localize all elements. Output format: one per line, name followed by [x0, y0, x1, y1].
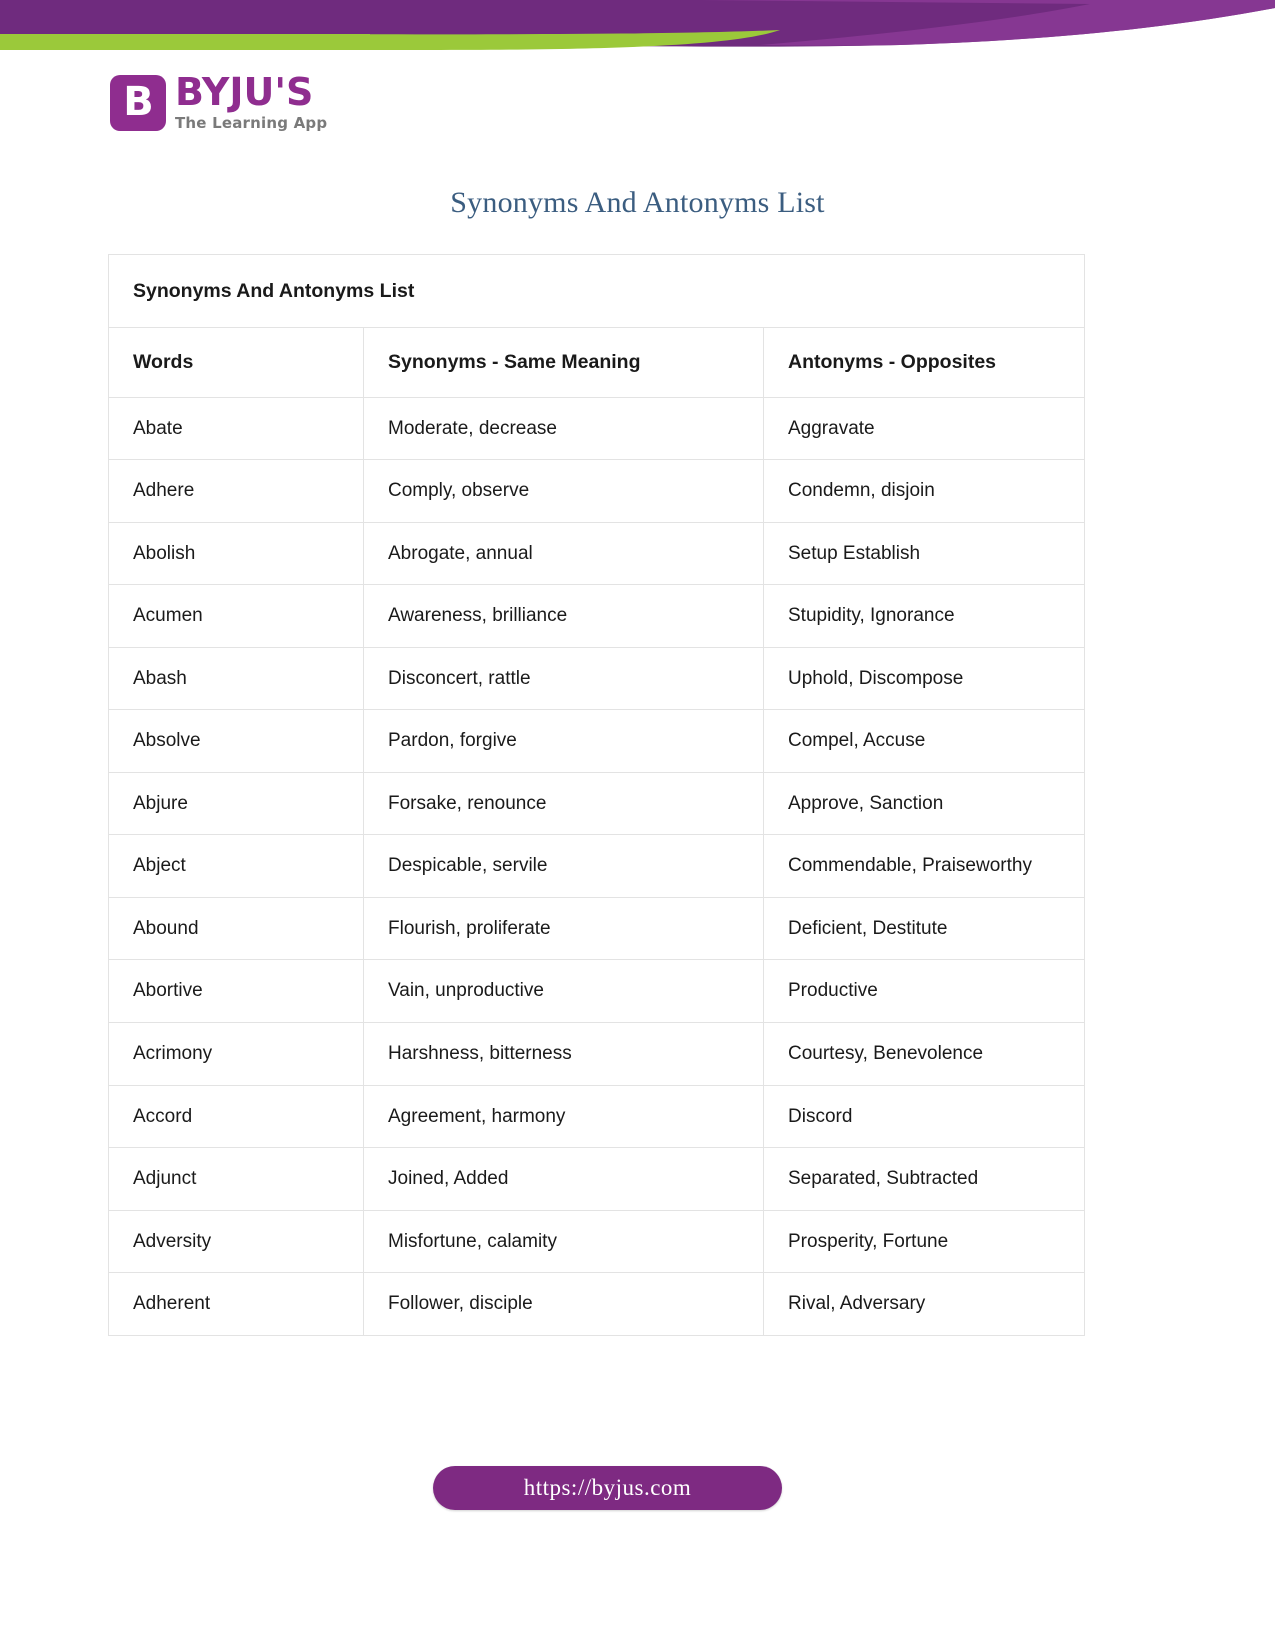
- cell-antonyms: Separated, Subtracted: [764, 1148, 1085, 1211]
- cell-word: Abash: [109, 647, 364, 710]
- cell-word: Acrimony: [109, 1023, 364, 1086]
- cell-antonyms: Approve, Sanction: [764, 772, 1085, 835]
- cell-word: Accord: [109, 1085, 364, 1148]
- column-header-synonyms: Synonyms - Same Meaning: [364, 328, 764, 397]
- cell-synonyms: Despicable, servile: [364, 835, 764, 898]
- table-header-row: [109, 328, 1085, 397]
- cell-synonyms: Misfortune, calamity: [364, 1210, 764, 1273]
- cell-word: Abolish: [109, 522, 364, 585]
- cell-antonyms: Uphold, Discompose: [764, 647, 1085, 710]
- table-row: [109, 397, 1085, 460]
- cell-antonyms: Stupidity, Ignorance: [764, 585, 1085, 648]
- byjus-url-text: https://byjus.com: [523, 1475, 692, 1500]
- table-row: [109, 585, 1085, 648]
- table-head: [109, 255, 1085, 398]
- cell-synonyms: Forsake, renounce: [364, 772, 764, 835]
- table-row: [109, 897, 1085, 960]
- cell-synonyms: Vain, unproductive: [364, 960, 764, 1023]
- top-decorative-banner: [0, 0, 1275, 60]
- synonyms-antonyms-table: [108, 254, 1085, 1336]
- byjus-url-button[interactable]: [433, 1466, 782, 1510]
- table-row: [109, 772, 1085, 835]
- table-row: [109, 960, 1085, 1023]
- table-row: [109, 1148, 1085, 1211]
- cell-antonyms: Compel, Accuse: [764, 710, 1085, 773]
- logo-tagline: The Learning App: [175, 113, 328, 132]
- cell-synonyms: Moderate, decrease: [364, 397, 764, 460]
- table-row: [109, 710, 1085, 773]
- table-caption: Synonyms And Antonyms List: [109, 255, 1085, 328]
- cell-antonyms: Setup Establish: [764, 522, 1085, 585]
- cell-synonyms: Disconcert, rattle: [364, 647, 764, 710]
- logo-b-glyph: B: [123, 79, 153, 125]
- cell-synonyms: Comply, observe: [364, 460, 764, 523]
- cell-synonyms: Awareness, brilliance: [364, 585, 764, 648]
- cell-antonyms: Aggravate: [764, 397, 1085, 460]
- cell-antonyms: Condemn, disjoin: [764, 460, 1085, 523]
- column-header-antonyms: Antonyms - Opposites: [764, 328, 1085, 397]
- cell-synonyms: Flourish, proliferate: [364, 897, 764, 960]
- cell-word: Abject: [109, 835, 364, 898]
- cell-synonyms: Abrogate, annual: [364, 522, 764, 585]
- table-row: [109, 1273, 1085, 1336]
- cell-antonyms: Discord: [764, 1085, 1085, 1148]
- cell-synonyms: Pardon, forgive: [364, 710, 764, 773]
- cell-word: Adjunct: [109, 1148, 364, 1211]
- logo-brand-name: BYJU'S: [175, 70, 314, 115]
- cell-synonyms: Joined, Added: [364, 1148, 764, 1211]
- table-row: [109, 647, 1085, 710]
- cell-word: Adherent: [109, 1273, 364, 1336]
- cell-word: Abate: [109, 397, 364, 460]
- table-row: [109, 1023, 1085, 1086]
- cell-word: Adhere: [109, 460, 364, 523]
- banner-green-bar: [0, 34, 370, 50]
- logo-text-block: [175, 70, 328, 132]
- cell-synonyms: Harshness, bitterness: [364, 1023, 764, 1086]
- cell-word: Adversity: [109, 1210, 364, 1273]
- banner-shapes: [0, 0, 1275, 60]
- cell-word: Abound: [109, 897, 364, 960]
- cell-antonyms: Commendable, Praiseworthy: [764, 835, 1085, 898]
- cell-word: Absolve: [109, 710, 364, 773]
- cell-synonyms: Follower, disciple: [364, 1273, 764, 1336]
- table-row: [109, 1210, 1085, 1273]
- cell-antonyms: Prosperity, Fortune: [764, 1210, 1085, 1273]
- cell-antonyms: Courtesy, Benevolence: [764, 1023, 1085, 1086]
- cell-antonyms: Deficient, Destitute: [764, 897, 1085, 960]
- byjus-logo-mark-icon: [110, 75, 166, 131]
- table-row: [109, 522, 1085, 585]
- cell-antonyms: Rival, Adversary: [764, 1273, 1085, 1336]
- cell-word: Abjure: [109, 772, 364, 835]
- table-caption-row: [109, 255, 1085, 328]
- table-body: [109, 397, 1085, 1335]
- table-row: [109, 835, 1085, 898]
- page-title: Synonyms And Antonyms List: [450, 186, 825, 219]
- cell-synonyms: Agreement, harmony: [364, 1085, 764, 1148]
- cell-antonyms: Productive: [764, 960, 1085, 1023]
- table-row: [109, 1085, 1085, 1148]
- cell-word: Acumen: [109, 585, 364, 648]
- cell-word: Abortive: [109, 960, 364, 1023]
- byjus-logo: [110, 72, 340, 134]
- table-row: [109, 460, 1085, 523]
- column-header-words: Words: [109, 328, 364, 397]
